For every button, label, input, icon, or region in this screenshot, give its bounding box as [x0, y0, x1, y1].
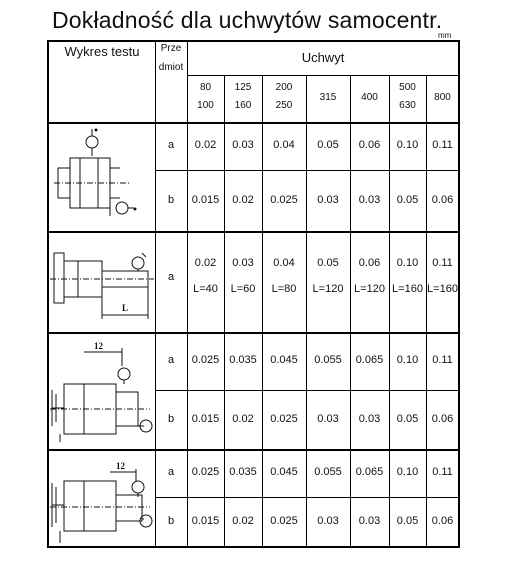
length-cell: L=80 — [271, 283, 297, 295]
header-item-line2: dmiot — [158, 62, 184, 73]
value-cell: 0.11 — [432, 466, 453, 478]
value-cell: 0.03 — [317, 515, 339, 527]
value-cell: 0.015 — [191, 515, 220, 527]
page-title: Dokładność dla uchwytów samocentr. — [52, 7, 443, 33]
value-cell: 0.03 — [232, 139, 254, 151]
value-cell: 0.045 — [270, 354, 298, 366]
value-cell: 0.10 — [396, 354, 419, 366]
value-cell: 0.045 — [270, 466, 298, 478]
row-item: b — [167, 412, 175, 425]
value-cell: 0.03 — [232, 257, 254, 269]
value-cell: 0.04 — [273, 139, 295, 151]
value-cell: 0.015 — [191, 412, 220, 425]
value-cell: 0.06 — [431, 515, 454, 527]
length-cell: L=40 — [193, 283, 218, 295]
grid-line — [187, 75, 459, 76]
value-cell: 0.05 — [317, 139, 339, 151]
test-sketch-runout-front — [50, 124, 154, 230]
value-cell: 0.11 — [432, 257, 453, 269]
value-cell: 0.02 — [194, 257, 217, 269]
value-cell: 0.06 — [358, 257, 381, 269]
value-cell: 0.02 — [232, 515, 254, 527]
svg-text:12: 12 — [94, 341, 103, 351]
value-cell: 0.05 — [396, 515, 419, 527]
length-cell: L=120 — [354, 283, 385, 295]
value-cell: 0.10 — [396, 139, 419, 151]
value-cell: 0.02 — [194, 139, 217, 151]
value-cell: 0.025 — [270, 515, 298, 527]
value-cell: 0.06 — [431, 193, 454, 206]
size-header-bottom: 100 — [197, 100, 214, 111]
value-cell: 0.04 — [273, 257, 295, 269]
value-cell: 0.02 — [232, 193, 254, 206]
value-cell: 0.03 — [358, 193, 381, 206]
size-header-top: 80 — [199, 82, 212, 93]
value-cell: 0.03 — [358, 412, 381, 425]
size-header-top: 125 — [234, 82, 252, 93]
value-cell: 0.025 — [191, 466, 220, 478]
value-cell: 0.05 — [396, 412, 419, 425]
value-cell: 0.055 — [314, 354, 342, 366]
size-header-top: 800 — [434, 92, 451, 103]
row-item: a — [167, 270, 175, 283]
value-cell: 0.11 — [432, 139, 453, 151]
value-cell: 0.05 — [396, 193, 419, 206]
header-item-line1: Prze — [160, 43, 182, 54]
size-header-top: 315 — [319, 92, 337, 103]
value-cell: 0.025 — [270, 193, 298, 206]
size-header-bottom: 630 — [399, 100, 416, 111]
test-sketch-runout-length — [50, 233, 154, 331]
row-item: a — [167, 466, 175, 478]
svg-text:12: 12 — [116, 461, 125, 471]
value-cell: 0.065 — [355, 354, 384, 366]
value-cell: 0.035 — [229, 354, 257, 366]
grid-line — [155, 390, 459, 391]
value-cell: 0.015 — [191, 193, 220, 206]
test-sketch-face-runout-2 — [50, 451, 154, 547]
size-header-bottom: 250 — [275, 100, 293, 111]
value-cell: 0.03 — [358, 515, 381, 527]
length-cell: L=160 — [427, 283, 458, 295]
header-test-drawing: Wykres testu — [64, 44, 140, 59]
value-cell: 0.10 — [396, 257, 419, 269]
value-cell: 0.06 — [431, 412, 454, 425]
length-cell: L=60 — [230, 283, 256, 295]
value-cell: 0.035 — [229, 466, 257, 478]
grid-line — [155, 170, 459, 171]
value-cell: 0.065 — [355, 466, 384, 478]
test-sketch-face-runout — [50, 334, 154, 448]
unit-label: mm — [438, 31, 452, 40]
row-item: a — [167, 354, 175, 366]
header-chuck: Uchwyt — [301, 50, 345, 65]
length-cell: L=120 — [312, 283, 344, 295]
size-header-top: 200 — [275, 82, 293, 93]
size-header-top: 400 — [361, 92, 378, 103]
value-cell: 0.03 — [317, 193, 339, 206]
value-cell: 0.02 — [232, 412, 254, 425]
value-cell: 0.025 — [270, 412, 298, 425]
value-cell: 0.05 — [317, 257, 339, 269]
value-cell: 0.03 — [317, 412, 339, 425]
value-cell: 0.055 — [314, 466, 342, 478]
size-header-top: 500 — [399, 82, 416, 93]
row-item: b — [167, 515, 175, 527]
size-header-bottom: 160 — [234, 100, 252, 111]
row-item: b — [167, 193, 175, 206]
value-cell: 0.11 — [432, 354, 453, 366]
row-item: a — [167, 139, 175, 151]
length-cell: L=160 — [392, 283, 423, 295]
value-cell: 0.06 — [358, 139, 381, 151]
svg-text:L: L — [122, 303, 129, 313]
grid-line — [155, 497, 459, 498]
value-cell: 0.025 — [191, 354, 220, 366]
value-cell: 0.10 — [396, 466, 419, 478]
